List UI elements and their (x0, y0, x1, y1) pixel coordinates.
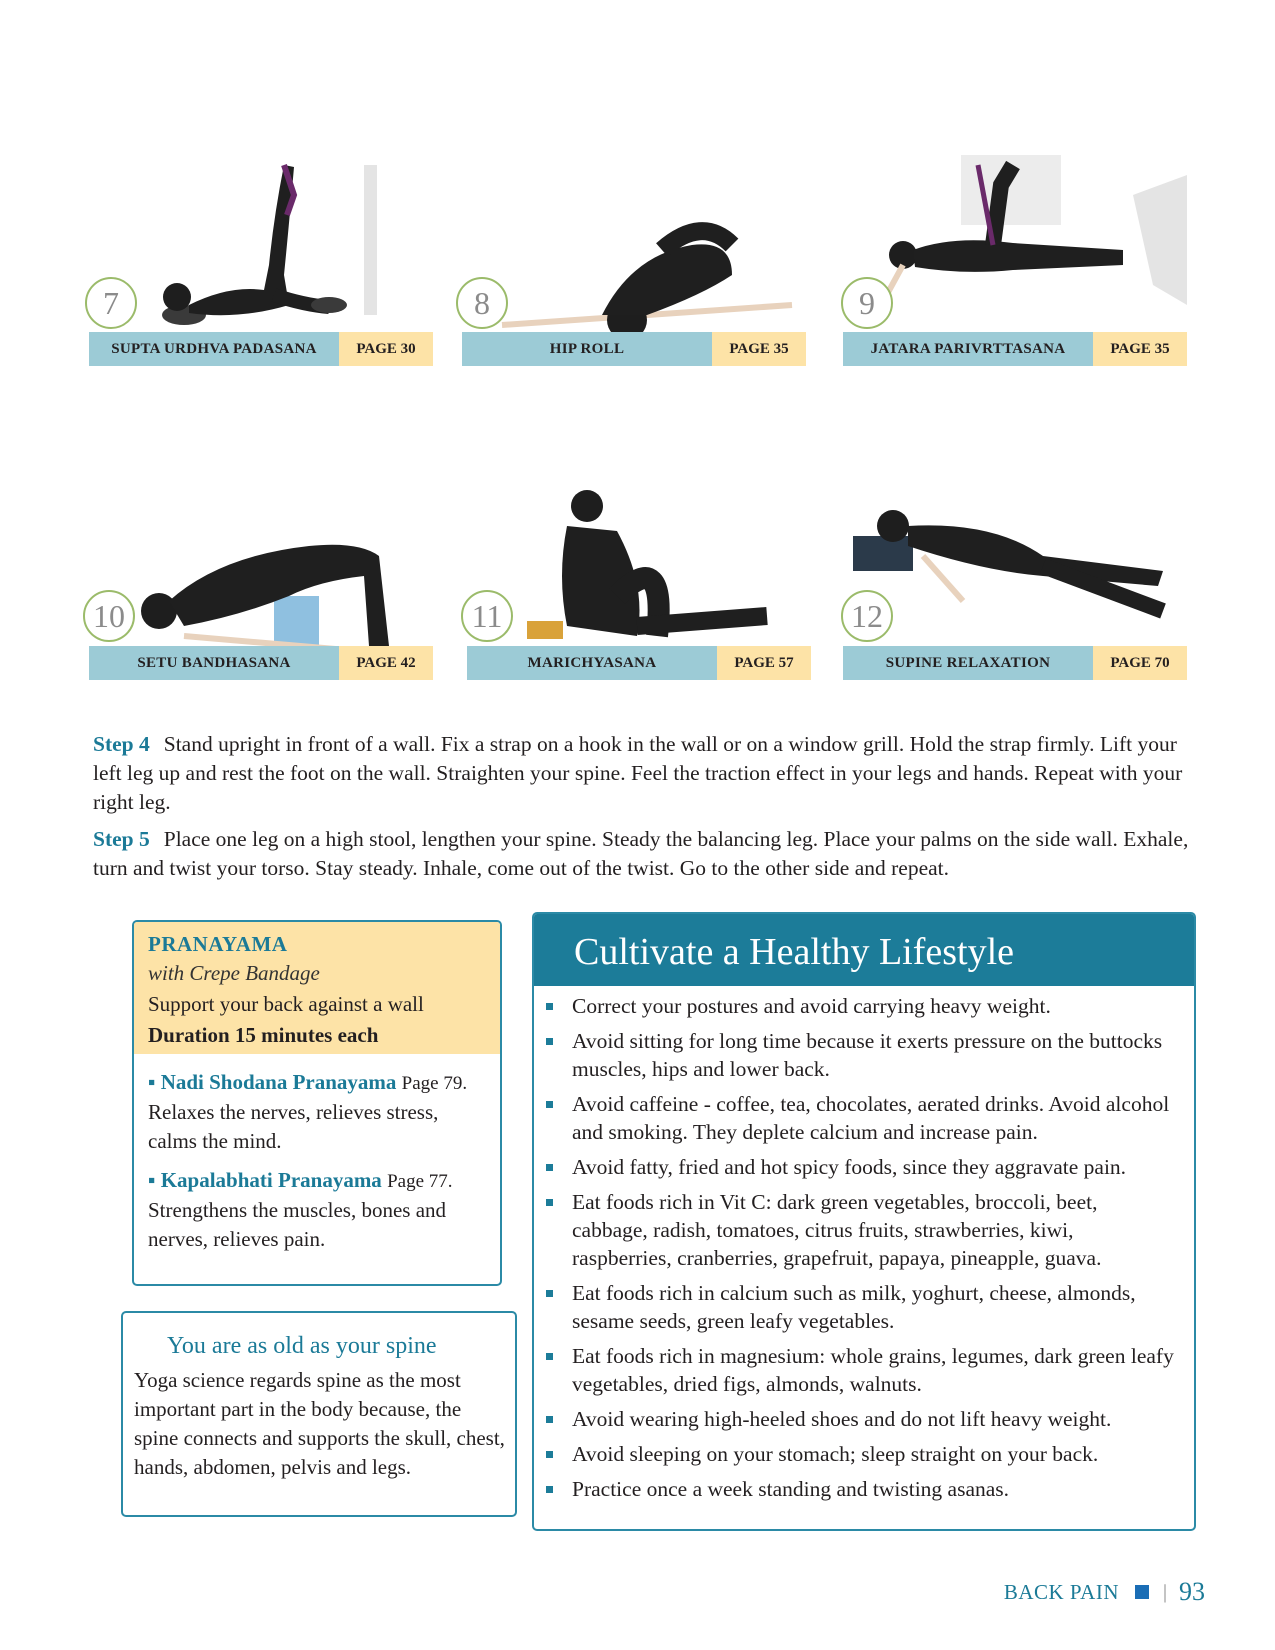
bullet-icon: ▪ (148, 1168, 156, 1192)
step-text: Stand upright in front of a wall. Fix a strap on a hook in the wall or on a window grill. Hold the strap firmly. Lift your left leg up and rest the foot on the wall. Straighten your spine. Feel the traction effect in your legs and hands. Repeat with your right leg. (93, 732, 1183, 814)
list-item: Practice once a week standing and twisting asanas. (572, 1475, 1174, 1503)
pranayama-item-name: Kapalabhati Pranayama (160, 1168, 382, 1192)
pose-number-badge: 8 (456, 277, 508, 329)
step-text: Place one leg on a high stool, lengthen your spine. Steady the balancing leg. Place your palms on the side wall. Exhale, turn and twist your torso. Stay steady. Inhale, come out of the twist. Go to the other side and repeat. (93, 827, 1189, 880)
pranayama-item (148, 1166, 486, 1196)
pose-page-ref[interactable]: PAGE 57 (717, 646, 811, 680)
bullet-icon: ▪ (148, 1070, 156, 1094)
pranayama-subtitle: with Crepe Bandage (148, 961, 320, 985)
pose-name: SUPTA URDHVA PADASANA (89, 332, 339, 366)
page-number: 93 (1179, 1577, 1205, 1606)
pose-number-badge: 10 (83, 590, 135, 642)
pose-caption-bar (89, 332, 433, 366)
pose-name: HIP ROLL (462, 332, 712, 366)
list-item: Eat foods rich in calcium such as milk, yoghurt, cheese, almonds, sesame seeds, green leafy vegetables. (572, 1279, 1174, 1335)
step-paragraph (93, 825, 1193, 883)
pose-caption-bar (89, 646, 433, 680)
section-name: BACK PAIN (1003, 1579, 1119, 1604)
pranayama-item-page[interactable]: Page 77. (387, 1171, 453, 1192)
pose-caption-bar (467, 646, 811, 680)
page-footer (1004, 1577, 1205, 1607)
pose-caption-bar (462, 332, 806, 366)
pranayama-title: PRANAYAMA (148, 932, 288, 956)
pose-page-ref[interactable]: PAGE 42 (339, 646, 433, 680)
pranayama-box (132, 920, 502, 1286)
pose-number-badge: 7 (85, 277, 137, 329)
list-item: Eat foods rich in magnesium: whole grains, legumes, dark green leafy vegetables, dried figs, almonds, walnuts. (572, 1342, 1174, 1398)
square-bullet-icon (546, 1164, 553, 1171)
square-marker-icon (1135, 1585, 1149, 1599)
supta-urdhva-padasana-illustration (89, 155, 433, 355)
pose-page-ref[interactable]: PAGE 35 (1093, 332, 1187, 366)
lifestyle-box (532, 912, 1196, 1531)
square-bullet-icon (546, 1290, 553, 1297)
pranayama-item (148, 1068, 486, 1098)
square-bullet-icon (546, 1199, 553, 1206)
square-bullet-icon (546, 1003, 553, 1010)
pose-number-badge: 12 (841, 590, 893, 642)
jatara-parivrttasana-illustration (843, 155, 1187, 355)
lifestyle-list (534, 986, 1194, 1503)
pose-number-badge: 11 (461, 590, 513, 642)
pose-name: SUPINE RELAXATION (843, 646, 1093, 680)
pose-name: SETU BANDHASANA (89, 646, 339, 680)
pose-page-ref[interactable]: PAGE 70 (1093, 646, 1187, 680)
square-bullet-icon (546, 1038, 553, 1045)
step-paragraph (93, 730, 1193, 817)
list-item: Correct your postures and avoid carrying heavy weight. (572, 992, 1174, 1020)
pranayama-item-name: Nadi Shodana Pranayama (160, 1070, 397, 1094)
pranayama-body (134, 1054, 500, 1274)
pranayama-item-desc: Strengthens the muscles, bones and nerves, relieves pain. (148, 1198, 447, 1251)
list-item: Eat foods rich in Vit C: dark green vegetables, broccoli, beet, cabbage, radish, tomatoes, citrus fruits, strawberries, kiwi, raspberries, cranberries, grapefruit, papaya, pineapple, guava. (572, 1188, 1174, 1272)
steps-section (93, 730, 1193, 891)
footer-separator: | (1162, 1580, 1167, 1603)
square-bullet-icon (546, 1101, 553, 1108)
step-label: Step 5 (93, 827, 150, 851)
square-bullet-icon (546, 1353, 553, 1360)
pose-page-ref[interactable]: PAGE 30 (339, 332, 433, 366)
pose-page-ref[interactable]: PAGE 35 (712, 332, 806, 366)
pranayama-support: Support your back against a wall (148, 992, 424, 1016)
pose-number-badge: 9 (841, 277, 893, 329)
pose-name: JATARA PARIVRTTASANA (843, 332, 1093, 366)
spine-box (121, 1311, 517, 1517)
square-bullet-icon (546, 1451, 553, 1458)
pose-caption-bar (843, 646, 1187, 680)
pose-name: MARICHYASANA (467, 646, 717, 680)
spine-text: Yoga science regards spine as the most important part in the body because, the spine connects and supports the skull, chest, hands, abdomen, pelvis and legs. (134, 1368, 505, 1479)
square-bullet-icon (546, 1416, 553, 1423)
hip-roll-illustration (462, 155, 806, 355)
list-item: Avoid sleeping on your stomach; sleep straight on your back. (572, 1440, 1174, 1468)
pranayama-item-desc: Relaxes the nerves, relieves stress, calms the mind. (148, 1100, 439, 1153)
spine-title: You are as old as your spine (167, 1333, 437, 1359)
step-label: Step 4 (93, 732, 150, 756)
list-item: Avoid caffeine - coffee, tea, chocolates, aerated drinks. Avoid alcohol and smoking. They deplete calcium and increase pain. (572, 1090, 1174, 1146)
pranayama-duration: Duration 15 minutes each (148, 1023, 379, 1047)
list-item: Avoid fatty, fried and hot spicy foods, since they aggravate pain. (572, 1153, 1174, 1181)
pose-caption-bar (843, 332, 1187, 366)
list-item: Avoid wearing high-heeled shoes and do not lift heavy weight. (572, 1405, 1174, 1433)
square-bullet-icon (546, 1486, 553, 1493)
lifestyle-title: Cultivate a Healthy Lifestyle (534, 914, 1194, 986)
pranayama-item-page[interactable]: Page 79. (401, 1073, 468, 1094)
pranayama-header (134, 922, 500, 1054)
list-item: Avoid sitting for long time because it exerts pressure on the buttocks muscles, hips and lower back. (572, 1027, 1174, 1083)
